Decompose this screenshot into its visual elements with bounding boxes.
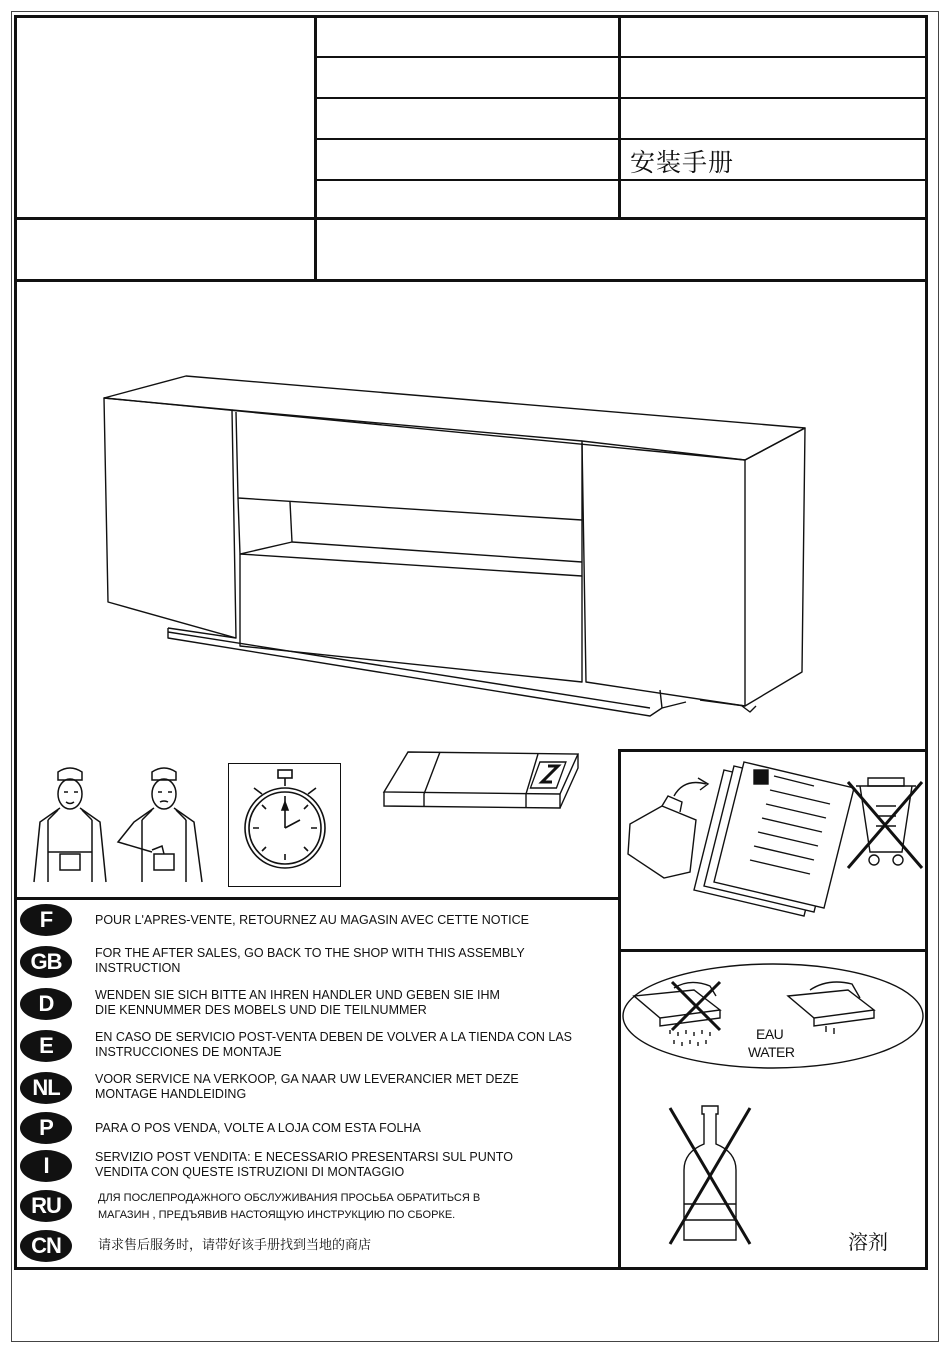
badge-ru: RU (20, 1190, 72, 1222)
manual-title: 安装手册 (630, 148, 735, 177)
text-e: EN CASO DE SERVICIO POST-VENTA DEBEN DE VOLVER A LA TIENDA CON LAS INSTRUCCIONES DE MONTAJE (95, 1030, 573, 1059)
language-row-d (20, 988, 610, 1022)
text-i: SERVIZIO POST VENDITA: E NECESSARIO PRESENTARSI SUL PUNTO VENDITA CON QUESTE ISTRUZIONI DI MONTAGGIO (95, 1150, 513, 1179)
badge-gb: GB (20, 946, 72, 978)
keep-instructions-icon (624, 756, 924, 946)
badge-cn: CN (20, 1230, 72, 1262)
text-cn: 请求售后服务时，请带好该手册找到当地的商店 (98, 1238, 372, 1253)
two-people-icon (22, 762, 222, 888)
language-row-gb (20, 946, 610, 980)
language-row-fr (20, 904, 610, 938)
solvent-label: 溶剂 (848, 1230, 888, 1254)
language-row-ru (20, 1190, 610, 1224)
text-p: PARA O POS VENDA, VOLTE A LOJA COM ESTA FOLHA (95, 1121, 421, 1135)
text-fr: POUR L'APRES-VENTE, RETOURNEZ AU MAGASIN AVEC CETTE NOTICE (95, 913, 529, 927)
language-row-i (20, 1150, 610, 1184)
language-row-nl (20, 1072, 610, 1106)
text-d: WENDEN SIE SICH BITTE AN IHREN HANDLER UND GEBEN SIE IHM DIE KENNUMMER DES MOBELS UND DIE TEILNUMMER (95, 988, 500, 1017)
no-solvent-icon (660, 1100, 760, 1250)
water-label-en: WATER (748, 1044, 795, 1060)
panel-pack-icon (380, 748, 580, 812)
language-row-e (20, 1030, 610, 1064)
sideboard-illustration (100, 370, 820, 720)
language-row-cn (20, 1230, 610, 1264)
badge-p: P (20, 1112, 72, 1144)
language-row-p (20, 1112, 610, 1146)
badge-e: E (20, 1030, 72, 1062)
text-nl: VOOR SERVICE NA VERKOOP, GA NAAR UW LEVERANCIER MET DEZE MONTAGE HANDLEIDING (95, 1072, 519, 1101)
badge-d: D (20, 988, 72, 1020)
badge-f: F (20, 904, 72, 936)
badge-nl: NL (20, 1072, 72, 1104)
text-ru: ДЛЯ ПОСЛЕПРОДАЖНОГО ОБСЛУЖИВАНИЯ ПРОСЬБА ОБРАТИТЬСЯ В МАГАЗИН , ПРЕДЪЯВИВ НАСТОЯЩУЮ ИНСТРУКЦИЮ ПО СБОРКЕ. (98, 1192, 481, 1221)
stopwatch-icon (240, 768, 330, 880)
badge-i: I (20, 1150, 72, 1182)
water-label-fr: EAU (756, 1026, 784, 1042)
text-gb: FOR THE AFTER SALES, GO BACK TO THE SHOP WITH THIS ASSEMBLY INSTRUCTION (95, 946, 525, 975)
